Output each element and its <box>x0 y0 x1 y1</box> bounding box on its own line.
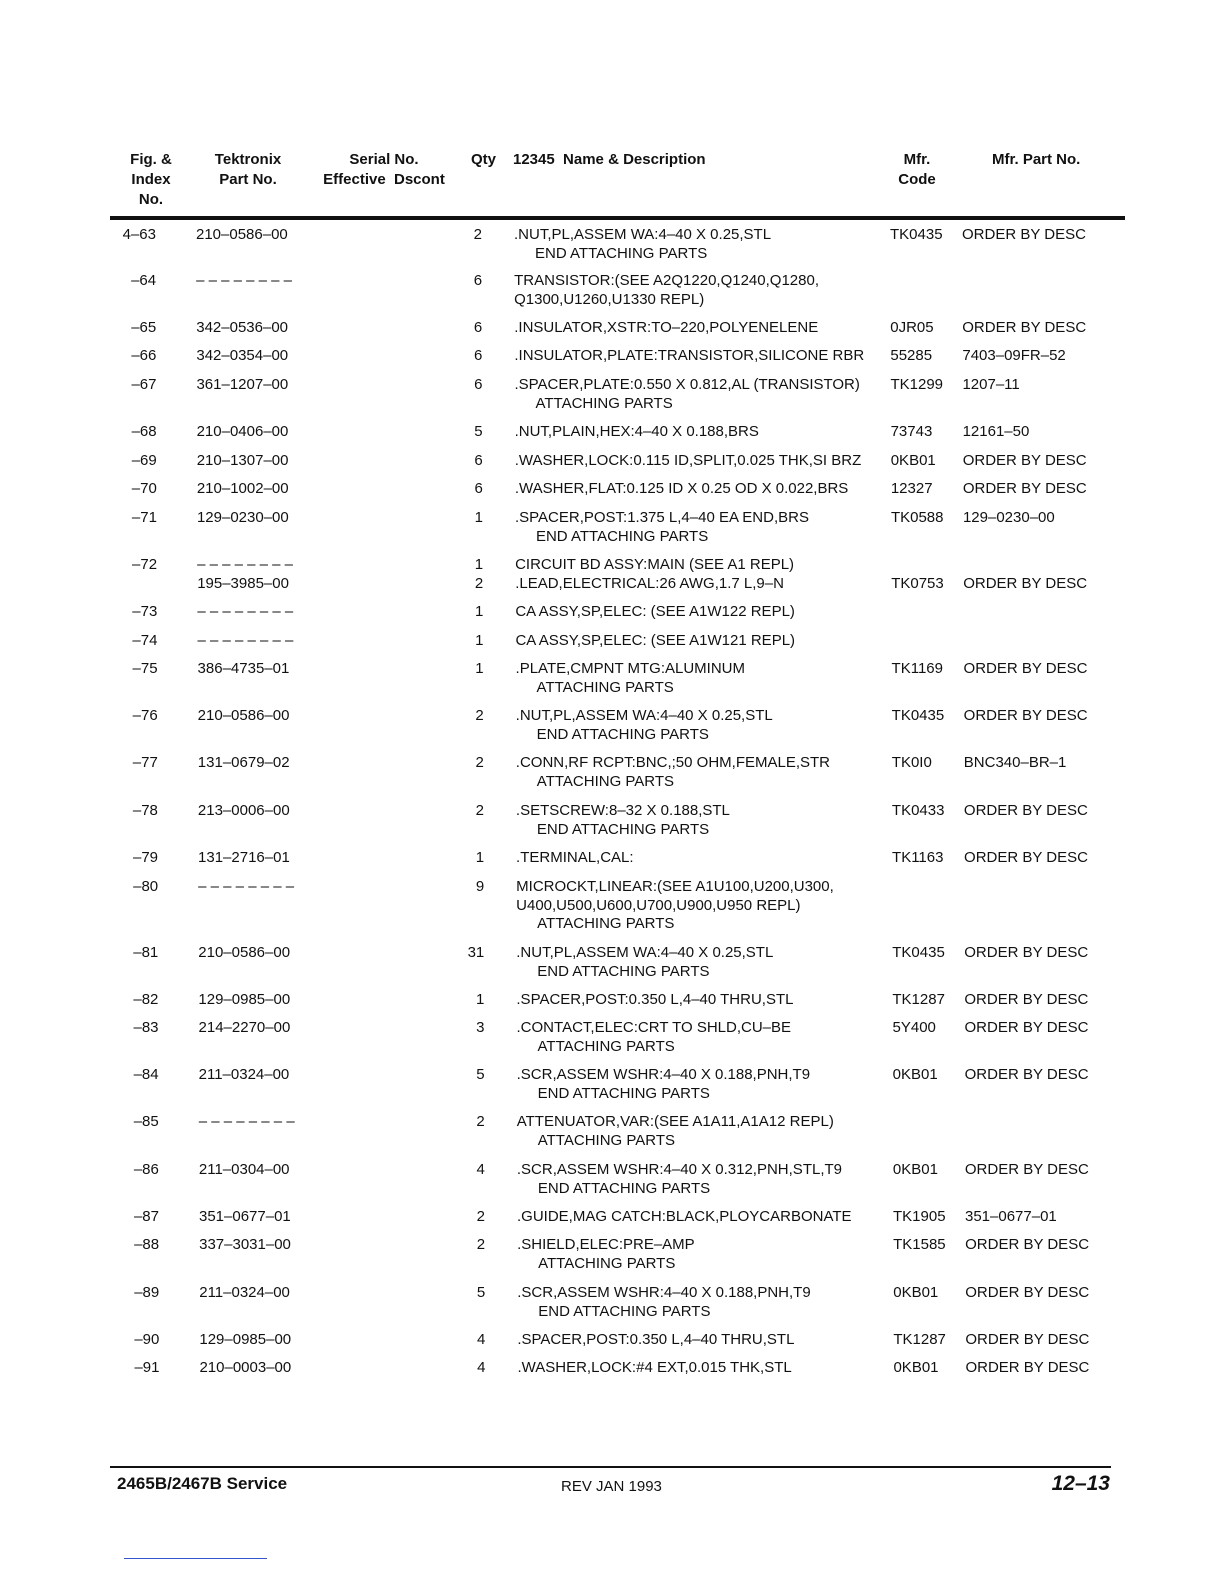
description-line: .TERMINAL,CAL: <box>516 849 634 866</box>
mfr-code-cell: 55285 <box>890 347 933 364</box>
fig-index-cell: –76 <box>132 707 158 724</box>
description-cell <box>516 754 830 791</box>
attaching-parts-note: END ATTACHING PARTS <box>535 244 708 262</box>
attaching-parts-note: END ATTACHING PARTS <box>537 962 710 980</box>
header-code-line2: Code <box>898 171 936 188</box>
fig-index-cell: –73 <box>132 603 158 620</box>
qty-cell: 1 <box>475 849 485 866</box>
qty-cell: 6 <box>474 452 483 469</box>
mfr-code-cell: TK1287 <box>893 1331 946 1348</box>
part-number-cell: 361–1207–00 <box>196 376 289 393</box>
fig-index-cell: –84 <box>133 1066 159 1083</box>
column-header-mfr-part <box>992 150 1080 170</box>
description-line: CA ASSY,SP,ELEC: (SEE A1W121 REPL) <box>515 632 796 649</box>
description-line: .SCR,ASSEM WSHR:4–40 X 0.188,PNH,T9 <box>517 1284 811 1301</box>
mfr-part-cell: ORDER BY DESC <box>963 660 1088 677</box>
attaching-parts-note: END ATTACHING PARTS <box>536 725 709 743</box>
description-line: .WASHER,LOCK:0.115 ID,SPLIT,0.025 THK,SI BRZ <box>514 452 862 469</box>
description-cell <box>516 878 834 934</box>
footer-revision: REV JAN 1993 <box>561 1478 662 1495</box>
attaching-parts-note: ATTACHING PARTS <box>536 678 674 696</box>
description-cell <box>515 575 784 594</box>
part-number-cell: 342–0536–00 <box>196 319 288 336</box>
mfr-code-cell: TK0588 <box>890 509 944 526</box>
qty-cell: 31 <box>467 944 485 961</box>
part-number-cell: 210–0586–00 <box>197 707 290 724</box>
mfr-part-cell: ORDER BY DESC <box>965 1331 1090 1348</box>
header-code-line1: Mfr. <box>903 151 931 168</box>
qty-cell: 2 <box>474 575 484 592</box>
part-number-cell: 129–0230–00 <box>196 509 289 526</box>
header-desc-text: 12345 Name & Description <box>513 151 706 168</box>
description-line: .GUIDE,MAG CATCH:BLACK,PLOYCARBONATE <box>517 1208 852 1225</box>
fig-index-cell: –78 <box>132 802 158 819</box>
attaching-parts-note: END ATTACHING PARTS <box>537 1084 710 1102</box>
mfr-part-cell: 129–0230–00 <box>962 509 1055 526</box>
fig-index-cell: –66 <box>131 347 157 364</box>
mfr-code-cell: 0KB01 <box>893 1359 939 1376</box>
description-line: .SCR,ASSEM WSHR:4–40 X 0.188,PNH,T9 <box>516 1066 811 1083</box>
attaching-parts-note: ATTACHING PARTS <box>537 915 675 932</box>
fig-index-cell: –85 <box>133 1113 159 1130</box>
mfr-part-cell: ORDER BY DESC <box>962 226 1086 243</box>
description-cell <box>517 1161 842 1198</box>
part-number-cell: 210–0406–00 <box>196 423 289 440</box>
description-cell <box>516 707 773 744</box>
header-serial-line1: Serial No. <box>349 151 419 168</box>
mfr-part-cell: ORDER BY DESC <box>962 480 1087 497</box>
description-cell <box>517 1331 794 1350</box>
fig-index-cell: –70 <box>131 480 157 497</box>
part-number-cell: 210–0586–00 <box>196 226 288 243</box>
qty-cell: 5 <box>476 1066 485 1083</box>
mfr-code-cell: TK1585 <box>893 1236 946 1253</box>
part-number-cell: 129–0985–00 <box>198 991 291 1008</box>
footer-manual-title: 2465B/2467B Service <box>117 1474 288 1493</box>
description-line: .CONN,RF RCPT:BNC,;50 OHM,FEMALE,STR <box>515 754 830 771</box>
qty-cell: 1 <box>476 991 485 1008</box>
description-line: .INSULATOR,XSTR:TO–220,POLYENELENE <box>514 319 819 336</box>
header-fig-line1: Fig. & <box>130 151 172 168</box>
header-serial-line2: Effective Dscont <box>323 171 445 188</box>
mfr-code-cell: 0KB01 <box>890 452 936 469</box>
header-divider <box>110 216 1125 220</box>
mfr-part-cell: ORDER BY DESC <box>965 1236 1090 1253</box>
mfr-code-cell: TK0435 <box>890 226 943 243</box>
qty-cell: 6 <box>474 376 483 393</box>
description-line: .NUT,PL,ASSEM WA:4–40 X 0.25,STL <box>515 707 773 724</box>
fig-index-cell: –81 <box>133 944 159 961</box>
qty-cell: 5 <box>474 423 483 440</box>
qty-cell: 2 <box>475 754 484 771</box>
description-cell <box>515 452 862 471</box>
part-number-cell: 129–0985–00 <box>199 1331 292 1348</box>
description-line: .SETSCREW:8–32 X 0.188,STL <box>515 802 730 819</box>
description-cell <box>515 480 848 499</box>
mfr-part-cell: ORDER BY DESC <box>963 802 1088 819</box>
description-cell <box>517 1284 810 1321</box>
mfr-code-cell: TK1169 <box>891 660 943 677</box>
part-number-cell: 211–0324–00 <box>199 1284 290 1301</box>
qty-cell: 1 <box>475 660 484 677</box>
qty-cell: 2 <box>475 802 484 819</box>
mfr-code-cell: TK0I0 <box>891 754 932 771</box>
qty-cell: 6 <box>473 319 483 336</box>
mfr-code-cell: TK1163 <box>892 849 944 866</box>
qty-cell: 2 <box>475 707 484 724</box>
description-cell <box>516 802 730 839</box>
mfr-code-cell: 0KB01 <box>892 1161 938 1178</box>
attaching-parts-note: END ATTACHING PARTS <box>536 820 710 838</box>
description-line: TRANSISTOR:(SEE A2Q1220,Q1240,Q1280, <box>514 272 819 289</box>
description-line: .SPACER,POST:1.375 L,4–40 EA END,BRS <box>514 509 809 526</box>
attaching-parts-note: ATTACHING PARTS <box>537 1131 675 1149</box>
mfr-code-cell: TK1287 <box>892 991 945 1008</box>
qty-cell: 6 <box>474 480 483 497</box>
fig-index-cell: –90 <box>134 1331 160 1348</box>
mfr-code-cell: TK1299 <box>890 376 944 393</box>
column-header-fig-index <box>126 150 176 210</box>
mfr-part-cell: ORDER BY DESC <box>963 575 1088 592</box>
qty-cell: 1 <box>474 509 483 526</box>
description-cell <box>516 944 773 981</box>
mfr-code-cell: TK0435 <box>892 944 945 961</box>
mfr-code-cell: 73743 <box>890 423 933 440</box>
mfr-part-cell: ORDER BY DESC <box>964 1161 1089 1178</box>
fig-index-cell: –87 <box>133 1208 159 1225</box>
mfr-code-cell: 12327 <box>890 480 933 497</box>
description-cell <box>514 347 864 366</box>
part-number-cell: – – – – – – – – <box>197 556 293 573</box>
description-line: .SHIELD,ELEC:PRE–AMP <box>517 1236 695 1253</box>
mfr-code-cell: 0KB01 <box>892 1066 938 1083</box>
mfr-code-cell: TK1905 <box>893 1208 946 1225</box>
mfr-part-cell: BNC340–BR–1 <box>963 754 1067 771</box>
description-line: CA ASSY,SP,ELEC: (SEE A1W122 REPL) <box>515 603 795 620</box>
fig-index-cell: –88 <box>134 1236 160 1253</box>
description-cell <box>517 1113 834 1150</box>
description-cell <box>514 226 771 263</box>
part-number-cell: 386–4735–01 <box>197 660 290 677</box>
description-cell <box>517 1236 695 1273</box>
description-cell <box>514 376 859 413</box>
part-number-cell: – – – – – – – – <box>196 272 293 289</box>
mfr-code-cell: 5Y400 <box>892 1019 936 1036</box>
description-cell <box>515 509 809 546</box>
column-header-desc <box>513 150 706 170</box>
mfr-part-cell: ORDER BY DESC <box>964 991 1089 1008</box>
part-number-cell: 210–0003–00 <box>199 1359 292 1376</box>
description-cell <box>517 1359 791 1378</box>
description-line: Q1300,U1260,U1330 REPL) <box>514 290 705 308</box>
qty-cell: 6 <box>473 272 483 289</box>
attaching-parts-note: END ATTACHING PARTS <box>538 1302 711 1320</box>
part-number-cell: 337–3031–00 <box>199 1236 291 1253</box>
qty-cell: 4 <box>477 1331 486 1348</box>
part-number-cell: 211–0304–00 <box>198 1161 290 1178</box>
qty-cell: 2 <box>476 1208 485 1225</box>
description-cell <box>514 272 819 309</box>
description-line: MICROCKT,LINEAR:(SEE A1U100,U200,U300, <box>516 878 834 895</box>
description-line: .SPACER,POST:0.350 L,4–40 THRU,STL <box>517 1331 795 1348</box>
header-fig-line2: Index <box>131 171 171 188</box>
fig-index-cell: –91 <box>134 1359 160 1376</box>
qty-cell: 3 <box>476 1019 485 1036</box>
description-cell <box>516 660 745 697</box>
mfr-part-cell: 351–0677–01 <box>965 1208 1057 1225</box>
part-number-cell: – – – – – – – – <box>197 603 294 620</box>
qty-cell: 2 <box>473 226 482 243</box>
part-number-cell: 210–0586–00 <box>198 944 291 961</box>
attaching-parts-note: ATTACHING PARTS <box>538 1254 676 1272</box>
part-number-cell: – – – – – – – – <box>198 878 295 895</box>
fig-index-cell: 4–63 <box>122 226 156 243</box>
mfr-part-cell: 7403–09FR–52 <box>962 347 1066 364</box>
part-number-cell: 213–0006–00 <box>197 802 290 819</box>
mfr-part-cell: 1207–11 <box>962 376 1020 393</box>
part-number-cell: 214–2270–00 <box>198 1019 291 1036</box>
header-tek-line2: Part No. <box>219 171 277 188</box>
description-cell <box>516 991 793 1010</box>
part-number-cell: 131–0679–02 <box>197 754 290 771</box>
mfr-part-cell: ORDER BY DESC <box>964 1066 1089 1083</box>
fig-index-cell: –89 <box>134 1284 160 1301</box>
description-cell <box>515 632 795 651</box>
description-line: .PLATE,CMPNT MTG:ALUMINUM <box>515 660 746 677</box>
description-cell <box>517 1019 792 1056</box>
header-qty-text: Qty <box>471 151 497 168</box>
attaching-parts-note: ATTACHING PARTS <box>535 394 673 412</box>
qty-cell: 6 <box>474 347 483 364</box>
footer-divider <box>110 1466 1111 1468</box>
qty-cell: 9 <box>475 878 485 895</box>
attaching-parts-note: END ATTACHING PARTS <box>535 527 709 545</box>
description-cell <box>514 319 818 338</box>
fig-index-cell: –86 <box>133 1161 159 1178</box>
description-line: ATTENUATOR,VAR:(SEE A1A11,A1A12 REPL) <box>516 1113 834 1130</box>
part-number-cell: – – – – – – – – <box>198 1113 295 1130</box>
header-fig-line3: No. <box>138 191 164 208</box>
description-line: .NUT,PL,ASSEM WA:4–40 X 0.25,STL <box>514 226 772 243</box>
fig-index-cell: –64 <box>131 272 157 289</box>
mfr-code-cell: TK0753 <box>891 575 944 592</box>
qty-cell: 4 <box>476 1161 485 1178</box>
fig-index-cell: –77 <box>132 754 158 771</box>
fig-index-cell: –75 <box>132 660 158 677</box>
header-tek-line1: Tektronix <box>214 151 282 168</box>
part-number-cell: – – – – – – – – <box>197 632 294 649</box>
part-number-cell: 342–0354–00 <box>196 347 289 364</box>
description-line: U400,U500,U600,U700,U900,U950 REPL) <box>516 896 801 914</box>
fig-index-cell: –79 <box>133 849 159 866</box>
attaching-parts-note: ATTACHING PARTS <box>537 1037 675 1055</box>
description-line: .SCR,ASSEM WSHR:4–40 X 0.312,PNH,STL,T9 <box>516 1161 842 1178</box>
mfr-part-cell: ORDER BY DESC <box>962 319 1087 336</box>
qty-cell: 1 <box>474 556 484 573</box>
description-line: .SPACER,POST:0.350 L,4–40 THRU,STL <box>516 991 794 1008</box>
qty-cell: 4 <box>477 1359 486 1376</box>
part-number-cell: 195–3985–00 <box>197 575 289 592</box>
attaching-parts-note: ATTACHING PARTS <box>536 772 675 790</box>
mfr-part-cell: ORDER BY DESC <box>964 1019 1089 1036</box>
column-header-qty <box>471 150 496 170</box>
description-line: CIRCUIT BD ASSY:MAIN (SEE A1 REPL) <box>515 556 795 573</box>
mfr-part-cell: ORDER BY DESC <box>964 849 1088 866</box>
column-header-mfr-code <box>896 150 938 190</box>
description-line: .NUT,PL,ASSEM WA:4–40 X 0.25,STL <box>516 944 774 961</box>
description-cell <box>515 423 759 442</box>
fig-index-cell: –82 <box>133 991 159 1008</box>
qty-cell: 2 <box>476 1236 486 1253</box>
fig-index-cell: –65 <box>131 319 157 336</box>
part-number-cell: 131–2716–01 <box>198 849 290 866</box>
mfr-code-cell: 0JR05 <box>890 319 934 336</box>
fig-index-cell: –68 <box>131 423 157 440</box>
description-cell <box>515 556 794 575</box>
fig-index-cell: –72 <box>132 556 158 573</box>
column-header-serial <box>318 150 450 190</box>
mfr-code-cell: 0KB01 <box>893 1284 939 1301</box>
mfr-part-cell: ORDER BY DESC <box>965 1359 1090 1376</box>
fig-index-cell: –74 <box>132 632 158 649</box>
column-header-tek-part <box>208 150 288 190</box>
qty-cell: 2 <box>476 1113 485 1130</box>
description-cell <box>517 1208 852 1227</box>
description-line: .CONTACT,ELEC:CRT TO SHLD,CU–BE <box>516 1019 792 1036</box>
mfr-part-cell: 12161–50 <box>962 423 1030 440</box>
part-number-cell: 351–0677–01 <box>199 1208 291 1225</box>
mfr-code-cell: TK0435 <box>891 707 945 724</box>
description-line: .SPACER,PLATE:0.550 X 0.812,AL (TRANSISTOR) <box>514 376 860 393</box>
fig-index-cell: –69 <box>131 452 157 469</box>
mfr-part-cell: ORDER BY DESC <box>964 944 1089 961</box>
part-number-cell: 211–0324–00 <box>198 1066 290 1083</box>
mfr-code-cell: TK0433 <box>891 802 945 819</box>
description-cell <box>515 603 795 622</box>
part-number-cell: 210–1307–00 <box>196 452 289 469</box>
fig-index-cell: –67 <box>131 376 157 393</box>
attaching-parts-note: END ATTACHING PARTS <box>537 1179 711 1197</box>
description-line: .LEAD,ELECTRICAL:26 AWG,1.7 L,9–N <box>515 575 784 592</box>
qty-cell: 1 <box>475 632 484 649</box>
fig-index-cell: –80 <box>133 878 159 895</box>
description-cell <box>516 849 634 868</box>
description-line: .INSULATOR,PLATE:TRANSISTOR,SILICONE RBR <box>514 347 865 364</box>
header-mpn-text: Mfr. Part No. <box>992 151 1081 168</box>
fig-index-cell: –71 <box>131 509 157 526</box>
mfr-part-cell: ORDER BY DESC <box>965 1284 1090 1301</box>
footnote-separator <box>124 1558 267 1559</box>
description-line: .NUT,PLAIN,HEX:4–40 X 0.188,BRS <box>514 423 759 440</box>
description-cell <box>517 1066 810 1103</box>
fig-index-cell: –83 <box>133 1019 159 1036</box>
description-line: .WASHER,FLAT:0.125 ID X 0.25 OD X 0.022,BRS <box>514 480 849 497</box>
description-line: .WASHER,LOCK:#4 EXT,0.015 THK,STL <box>517 1359 792 1376</box>
mfr-part-cell: ORDER BY DESC <box>962 452 1087 469</box>
qty-cell: 5 <box>476 1284 486 1301</box>
part-number-cell: 210–1002–00 <box>196 480 289 497</box>
qty-cell: 1 <box>474 603 484 620</box>
footer-page-number: 12–13 <box>1051 1472 1110 1495</box>
mfr-part-cell: ORDER BY DESC <box>963 707 1088 724</box>
